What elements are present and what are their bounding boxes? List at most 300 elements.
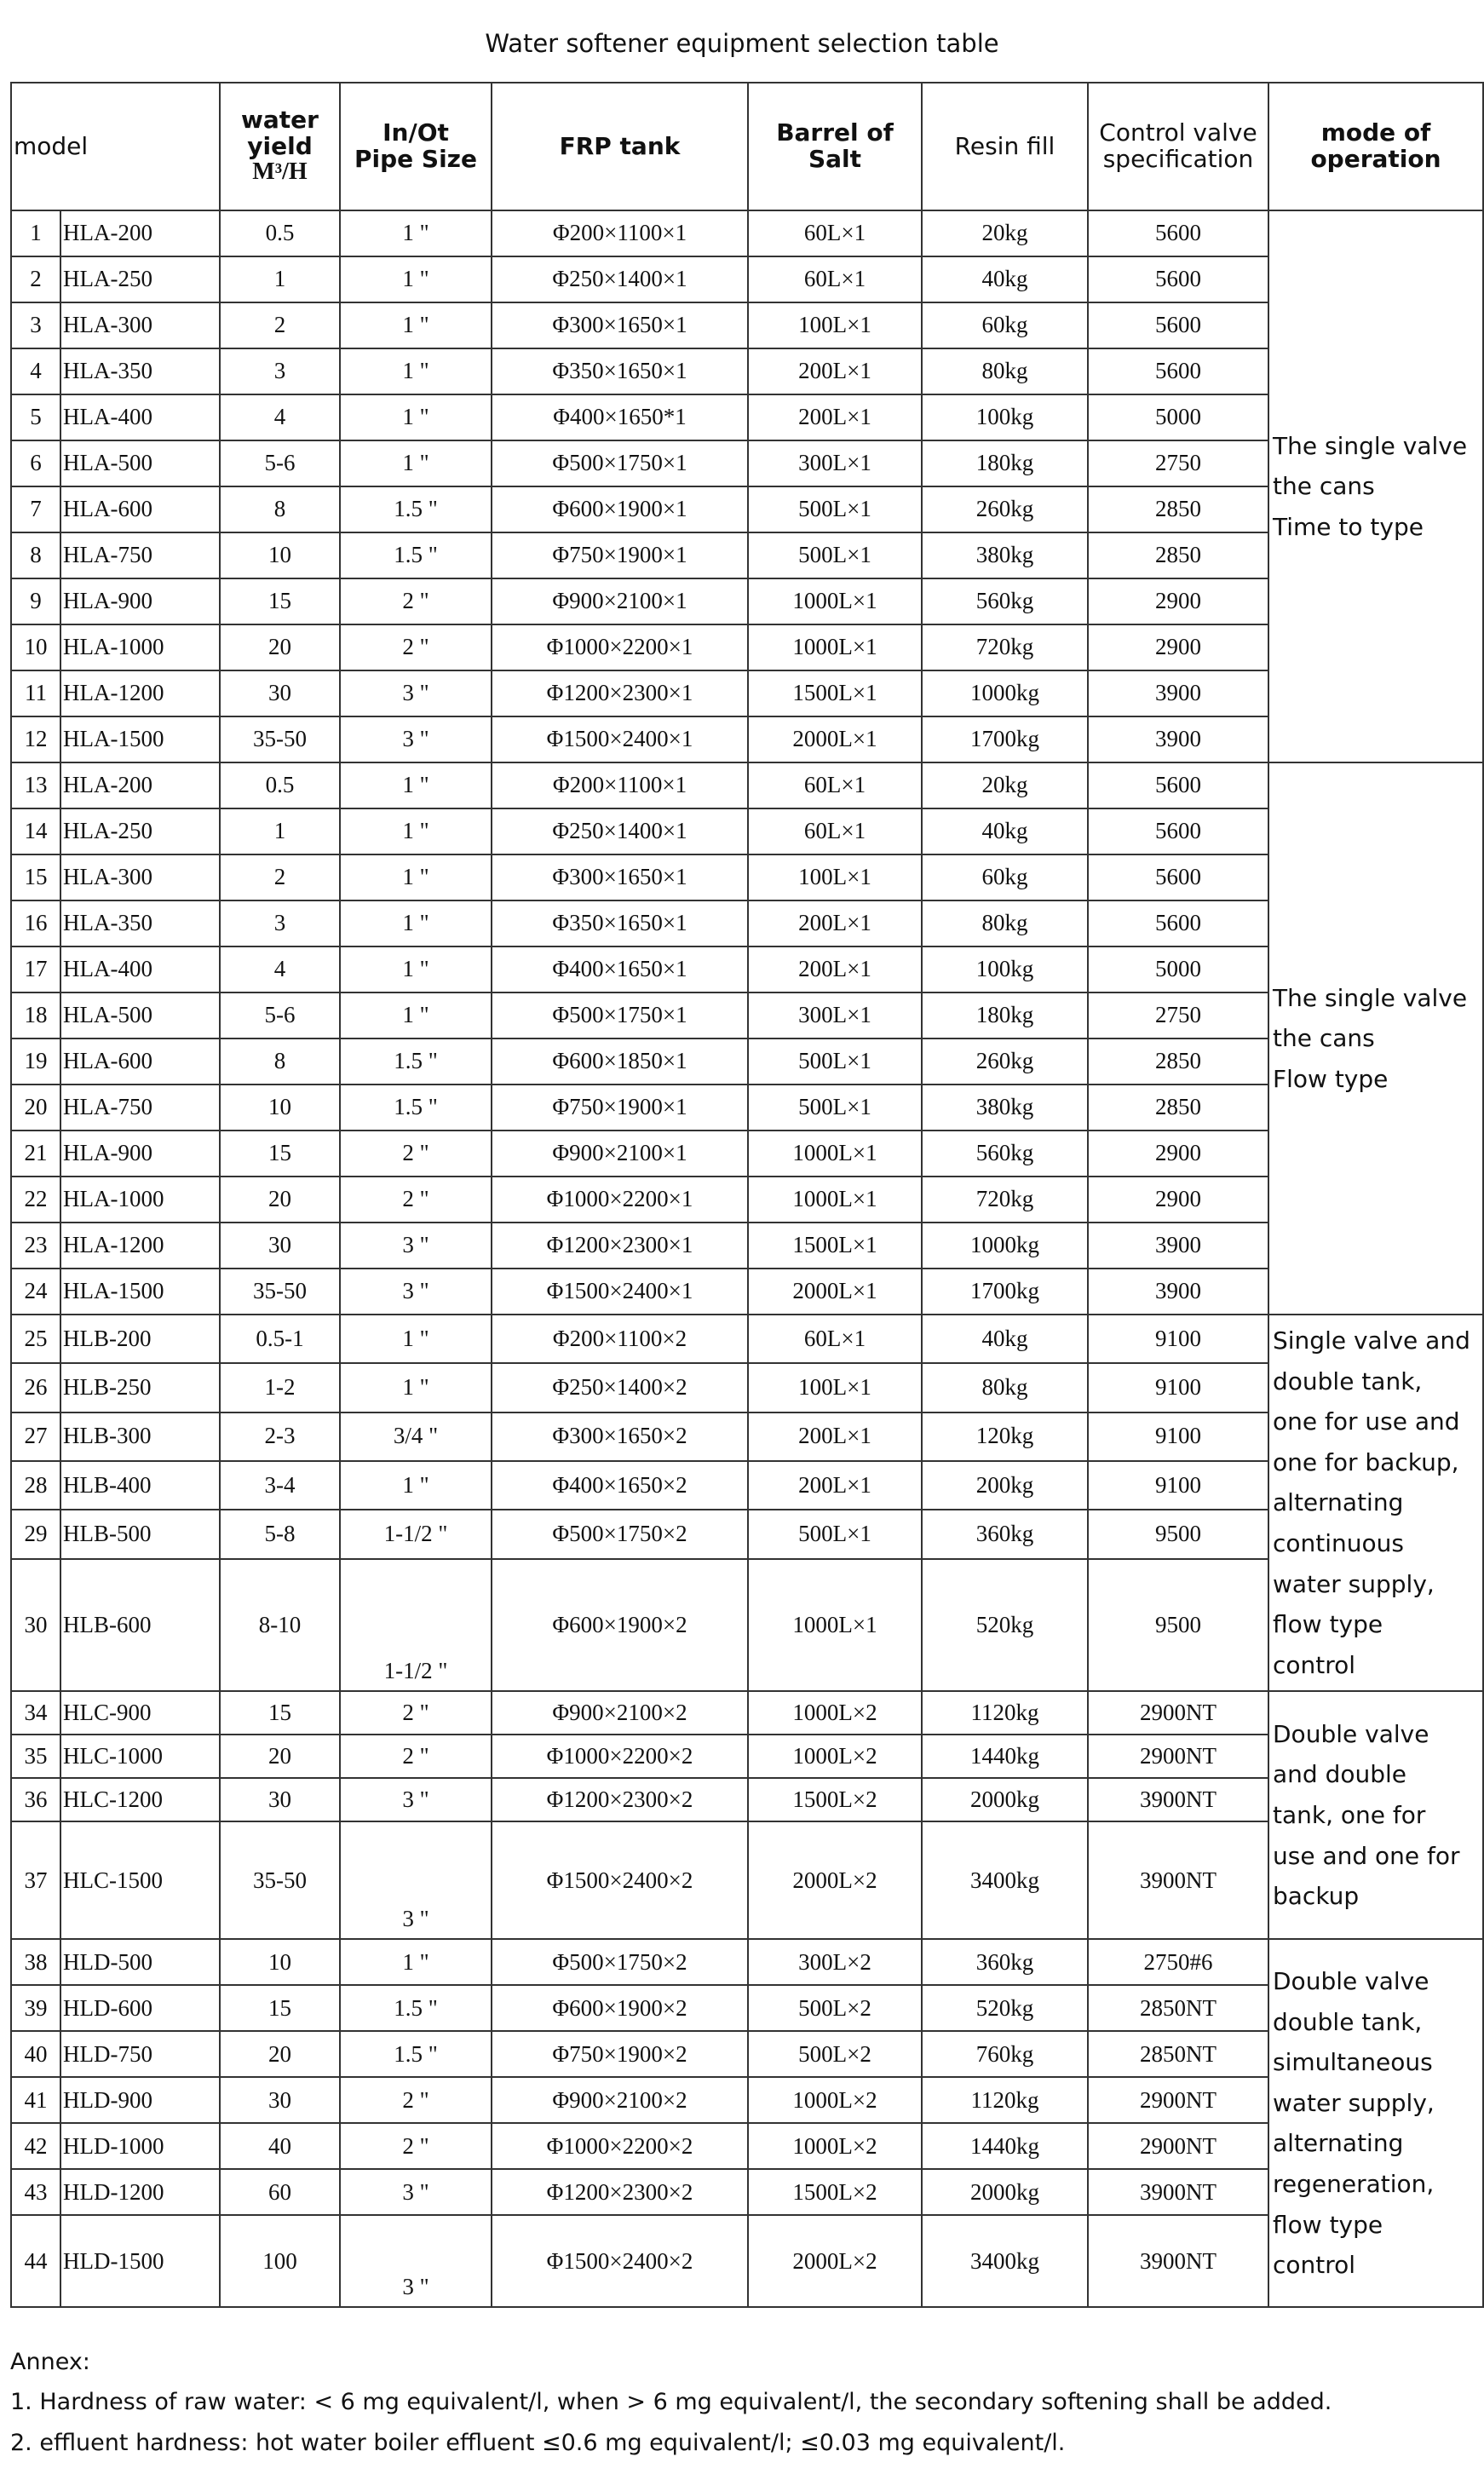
- water-yield-cell: 15: [220, 1985, 340, 2031]
- resin-fill-cell: 1700kg: [922, 1269, 1088, 1315]
- water-yield-cell: 20: [220, 1735, 340, 1778]
- control-valve-cell: 3900NT: [1088, 2215, 1268, 2307]
- pipe-size-cell: 1 ": [340, 808, 492, 854]
- model-cell: HLA-500: [60, 440, 220, 486]
- header-resin-fill: Resin fill: [922, 83, 1088, 210]
- control-valve-cell: 5600: [1088, 762, 1268, 808]
- pipe-size-cell: 1.5 ": [340, 486, 492, 532]
- resin-fill-cell: 3400kg: [922, 2215, 1088, 2307]
- frp-tank-cell: Φ1500×2400×1: [492, 1269, 748, 1315]
- pipe-size-cell: 1 ": [340, 302, 492, 348]
- row-number-cell: 18: [11, 992, 60, 1039]
- water-yield-cell: 1-2: [220, 1363, 340, 1412]
- water-yield-cell: 3: [220, 900, 340, 946]
- control-valve-cell: 5600: [1088, 302, 1268, 348]
- water-yield-cell: 0.5: [220, 210, 340, 256]
- salt-barrel-cell: 500L×2: [748, 1985, 922, 2031]
- pipe-size-cell: 3 ": [340, 1821, 492, 1939]
- salt-barrel-cell: 2000L×1: [748, 1269, 922, 1315]
- frp-tank-cell: Φ200×1100×1: [492, 210, 748, 256]
- model-cell: HLD-1000: [60, 2123, 220, 2169]
- row-number-cell: 36: [11, 1778, 60, 1821]
- table-row: [11, 1039, 1483, 1085]
- water-yield-cell: 30: [220, 1778, 340, 1821]
- table-row: [11, 762, 1483, 808]
- resin-fill-cell: 720kg: [922, 624, 1088, 670]
- table-row: [11, 1363, 1483, 1412]
- control-valve-cell: 5600: [1088, 808, 1268, 854]
- salt-barrel-cell: 200L×1: [748, 394, 922, 440]
- water-yield-cell: 1: [220, 256, 340, 302]
- water-yield-cell: 0.5: [220, 762, 340, 808]
- resin-fill-cell: 40kg: [922, 808, 1088, 854]
- frp-tank-cell: Φ1200×2300×1: [492, 670, 748, 716]
- table-row: [11, 992, 1483, 1039]
- water-yield-cell: 30: [220, 1223, 340, 1269]
- pipe-size-cell: 2 ": [340, 1691, 492, 1735]
- table-row: [11, 2031, 1483, 2077]
- page-title: Water softener equipment selection table: [485, 29, 999, 58]
- salt-barrel-cell: 60L×1: [748, 1315, 922, 1363]
- row-number-cell: 23: [11, 1223, 60, 1269]
- resin-fill-cell: 1440kg: [922, 2123, 1088, 2169]
- salt-barrel-cell: 100L×1: [748, 1363, 922, 1412]
- table-row: [11, 532, 1483, 578]
- annex-note-2: 2. effluent hardness: hot water boiler effluent ≤0.6 mg equivalent/l; ≤0.03 mg equivalent/l.: [10, 2430, 1066, 2456]
- water-yield-cell: 20: [220, 624, 340, 670]
- frp-tank-cell: Φ900×2100×2: [492, 1691, 748, 1735]
- control-valve-cell: 5600: [1088, 854, 1268, 900]
- row-number-cell: 41: [11, 2077, 60, 2123]
- resin-fill-cell: 720kg: [922, 1177, 1088, 1223]
- model-cell: HLA-200: [60, 210, 220, 256]
- control-valve-cell: 9100: [1088, 1461, 1268, 1510]
- pipe-size-cell: 1.5 ": [340, 1985, 492, 2031]
- row-number-cell: 37: [11, 1821, 60, 1939]
- pipe-size-cell: 1 ": [340, 1315, 492, 1363]
- control-valve-cell: 2900: [1088, 624, 1268, 670]
- frp-tank-cell: Φ300×1650×1: [492, 302, 748, 348]
- control-valve-cell: 9100: [1088, 1315, 1268, 1363]
- pipe-size-cell: 3 ": [340, 1223, 492, 1269]
- frp-tank-cell: Φ1000×2200×1: [492, 1177, 748, 1223]
- row-number-cell: 39: [11, 1985, 60, 2031]
- resin-fill-cell: 60kg: [922, 302, 1088, 348]
- resin-fill-cell: 520kg: [922, 1985, 1088, 2031]
- water-yield-cell: 30: [220, 2077, 340, 2123]
- header-mode-of-operation: mode of operation: [1268, 83, 1483, 210]
- table-row: [11, 2215, 1483, 2307]
- water-yield-cell: 1: [220, 808, 340, 854]
- row-number-cell: 2: [11, 256, 60, 302]
- model-cell: HLA-250: [60, 256, 220, 302]
- control-valve-cell: 2900NT: [1088, 2077, 1268, 2123]
- table-row: [11, 808, 1483, 854]
- mode-of-operation-cell: Single valve and double tank, one for use and one for backup, alternating continuous water supply, flow type control: [1268, 1315, 1483, 1691]
- frp-tank-cell: Φ500×1750×1: [492, 440, 748, 486]
- salt-barrel-cell: 1500L×2: [748, 1778, 922, 1821]
- resin-fill-cell: 760kg: [922, 2031, 1088, 2077]
- frp-tank-cell: Φ500×1750×1: [492, 992, 748, 1039]
- salt-barrel-cell: 500L×1: [748, 1039, 922, 1085]
- salt-barrel-cell: 1000L×1: [748, 1177, 922, 1223]
- table-row: [11, 1177, 1483, 1223]
- control-valve-cell: 5600: [1088, 900, 1268, 946]
- table-row: [11, 1131, 1483, 1177]
- control-valve-cell: 2900NT: [1088, 2123, 1268, 2169]
- resin-fill-cell: 520kg: [922, 1559, 1088, 1692]
- water-yield-cell: 15: [220, 1691, 340, 1735]
- model-cell: HLB-400: [60, 1461, 220, 1510]
- salt-barrel-cell: 1000L×1: [748, 578, 922, 624]
- pipe-size-cell: 1 ": [340, 946, 492, 992]
- row-number-cell: 26: [11, 1363, 60, 1412]
- salt-barrel-cell: 100L×1: [748, 854, 922, 900]
- resin-fill-cell: 1440kg: [922, 1735, 1088, 1778]
- control-valve-cell: 5600: [1088, 256, 1268, 302]
- control-valve-cell: 2850NT: [1088, 1985, 1268, 2031]
- salt-barrel-cell: 500L×1: [748, 1510, 922, 1558]
- pipe-size-cell: 3 ": [340, 1269, 492, 1315]
- table-row: [11, 670, 1483, 716]
- model-cell: HLA-900: [60, 1131, 220, 1177]
- water-yield-cell: 3-4: [220, 1461, 340, 1510]
- pipe-size-cell: 1 ": [340, 210, 492, 256]
- selection-table: [10, 82, 1484, 2308]
- frp-tank-cell: Φ1000×2200×1: [492, 624, 748, 670]
- pipe-size-cell: 2 ": [340, 2123, 492, 2169]
- row-number-cell: 40: [11, 2031, 60, 2077]
- row-number-cell: 30: [11, 1559, 60, 1692]
- resin-fill-cell: 560kg: [922, 578, 1088, 624]
- control-valve-cell: 2900: [1088, 578, 1268, 624]
- salt-barrel-cell: 200L×1: [748, 1461, 922, 1510]
- row-number-cell: 8: [11, 532, 60, 578]
- model-cell: HLA-300: [60, 302, 220, 348]
- table-row: [11, 1939, 1483, 1985]
- pipe-size-cell: 2 ": [340, 578, 492, 624]
- row-number-cell: 27: [11, 1412, 60, 1461]
- resin-fill-cell: 40kg: [922, 1315, 1088, 1363]
- model-cell: HLC-900: [60, 1691, 220, 1735]
- frp-tank-cell: Φ1000×2200×2: [492, 2123, 748, 2169]
- salt-barrel-cell: 1500L×1: [748, 1223, 922, 1269]
- frp-tank-cell: Φ1500×2400×1: [492, 716, 748, 762]
- resin-fill-cell: 360kg: [922, 1510, 1088, 1558]
- resin-fill-cell: 80kg: [922, 1363, 1088, 1412]
- row-number-cell: 28: [11, 1461, 60, 1510]
- row-number-cell: 17: [11, 946, 60, 992]
- pipe-size-cell: 1 ": [340, 394, 492, 440]
- pipe-size-cell: 1 ": [340, 1363, 492, 1412]
- pipe-size-cell: 1-1/2 ": [340, 1510, 492, 1558]
- pipe-size-cell: 1 ": [340, 256, 492, 302]
- row-number-cell: 13: [11, 762, 60, 808]
- control-valve-cell: 3900: [1088, 716, 1268, 762]
- resin-fill-cell: 100kg: [922, 946, 1088, 992]
- model-cell: HLC-1000: [60, 1735, 220, 1778]
- frp-tank-cell: Φ900×2100×1: [492, 1131, 748, 1177]
- frp-tank-cell: Φ600×1850×1: [492, 1039, 748, 1085]
- table-row: [11, 716, 1483, 762]
- pipe-size-cell: 1.5 ": [340, 532, 492, 578]
- row-number-cell: 14: [11, 808, 60, 854]
- resin-fill-cell: 3400kg: [922, 1821, 1088, 1939]
- resin-fill-cell: 180kg: [922, 992, 1088, 1039]
- pipe-size-cell: 3 ": [340, 670, 492, 716]
- frp-tank-cell: Φ400×1650*1: [492, 394, 748, 440]
- frp-tank-cell: Φ1500×2400×2: [492, 1821, 748, 1939]
- control-valve-cell: 3900NT: [1088, 1778, 1268, 1821]
- table-row: [11, 1223, 1483, 1269]
- table-row: [11, 302, 1483, 348]
- frp-tank-cell: Φ500×1750×2: [492, 1510, 748, 1558]
- water-yield-cell: 0.5-1: [220, 1315, 340, 1363]
- model-cell: HLB-500: [60, 1510, 220, 1558]
- table-body: [11, 210, 1483, 2307]
- table-row: [11, 1269, 1483, 1315]
- salt-barrel-cell: 300L×2: [748, 1939, 922, 1985]
- row-number-cell: 6: [11, 440, 60, 486]
- water-yield-cell: 35-50: [220, 716, 340, 762]
- control-valve-cell: 5000: [1088, 946, 1268, 992]
- control-valve-cell: 2850: [1088, 1039, 1268, 1085]
- salt-barrel-cell: 500L×1: [748, 486, 922, 532]
- row-number-cell: 38: [11, 1939, 60, 1985]
- salt-barrel-cell: 1000L×1: [748, 1131, 922, 1177]
- salt-barrel-cell: 1000L×2: [748, 1691, 922, 1735]
- model-cell: HLC-1200: [60, 1778, 220, 1821]
- control-valve-cell: 2850: [1088, 532, 1268, 578]
- control-valve-cell: 3900: [1088, 670, 1268, 716]
- model-cell: HLA-200: [60, 762, 220, 808]
- resin-fill-cell: 80kg: [922, 900, 1088, 946]
- resin-fill-cell: 2000kg: [922, 1778, 1088, 1821]
- pipe-size-cell: 2 ": [340, 1131, 492, 1177]
- pipe-size-cell: 1 ": [340, 1461, 492, 1510]
- table-row: [11, 900, 1483, 946]
- resin-fill-cell: 40kg: [922, 256, 1088, 302]
- salt-barrel-cell: 500L×1: [748, 532, 922, 578]
- salt-barrel-cell: 1000L×1: [748, 1559, 922, 1692]
- salt-barrel-cell: 60L×1: [748, 762, 922, 808]
- mode-of-operation-cell: Double valve and double tank, one for use and one for backup: [1268, 1691, 1483, 1939]
- frp-tank-cell: Φ300×1650×1: [492, 854, 748, 900]
- frp-tank-cell: Φ200×1100×2: [492, 1315, 748, 1363]
- control-valve-cell: 5600: [1088, 348, 1268, 394]
- model-cell: HLD-1500: [60, 2215, 220, 2307]
- water-yield-cell: 35-50: [220, 1821, 340, 1939]
- frp-tank-cell: Φ350×1650×1: [492, 348, 748, 394]
- table-row: [11, 1461, 1483, 1510]
- pipe-size-cell: 1.5 ": [340, 1039, 492, 1085]
- model-cell: HLA-750: [60, 532, 220, 578]
- frp-tank-cell: Φ600×1900×2: [492, 1985, 748, 2031]
- salt-barrel-cell: 200L×1: [748, 1412, 922, 1461]
- pipe-size-cell: 2 ": [340, 1735, 492, 1778]
- frp-tank-cell: Φ600×1900×2: [492, 1559, 748, 1692]
- water-yield-cell: 2: [220, 854, 340, 900]
- pipe-size-cell: 2 ": [340, 1177, 492, 1223]
- annex-title: Annex:: [10, 2349, 90, 2375]
- water-yield-cell: 15: [220, 578, 340, 624]
- salt-barrel-cell: 2000L×1: [748, 716, 922, 762]
- salt-barrel-cell: 300L×1: [748, 992, 922, 1039]
- water-yield-cell: 5-6: [220, 992, 340, 1039]
- model-cell: HLB-600: [60, 1559, 220, 1692]
- table-row: [11, 1510, 1483, 1558]
- model-cell: HLB-200: [60, 1315, 220, 1363]
- water-yield-cell: 100: [220, 2215, 340, 2307]
- row-number-cell: 42: [11, 2123, 60, 2169]
- water-yield-cell: 10: [220, 1939, 340, 1985]
- frp-tank-cell: Φ900×2100×1: [492, 578, 748, 624]
- table-row: [11, 1085, 1483, 1131]
- row-number-cell: 29: [11, 1510, 60, 1558]
- water-yield-cell: 5-8: [220, 1510, 340, 1558]
- salt-barrel-cell: 200L×1: [748, 348, 922, 394]
- water-yield-cell: 4: [220, 946, 340, 992]
- table-row: [11, 394, 1483, 440]
- table-row: [11, 2077, 1483, 2123]
- resin-fill-cell: 60kg: [922, 854, 1088, 900]
- table-row: [11, 1985, 1483, 2031]
- control-valve-cell: 2900: [1088, 1131, 1268, 1177]
- frp-tank-cell: Φ500×1750×2: [492, 1939, 748, 1985]
- model-cell: HLA-1200: [60, 670, 220, 716]
- table-row: [11, 1412, 1483, 1461]
- resin-fill-cell: 1000kg: [922, 670, 1088, 716]
- frp-tank-cell: Φ1500×2400×2: [492, 2215, 748, 2307]
- salt-barrel-cell: 300L×1: [748, 440, 922, 486]
- control-valve-cell: 3900NT: [1088, 2169, 1268, 2215]
- control-valve-cell: 2750: [1088, 440, 1268, 486]
- frp-tank-cell: Φ300×1650×2: [492, 1412, 748, 1461]
- row-number-cell: 5: [11, 394, 60, 440]
- frp-tank-cell: Φ250×1400×1: [492, 256, 748, 302]
- water-yield-cell: 3: [220, 348, 340, 394]
- table-row: [11, 854, 1483, 900]
- model-cell: HLA-500: [60, 992, 220, 1039]
- model-cell: HLD-1200: [60, 2169, 220, 2215]
- pipe-size-cell: 3 ": [340, 2169, 492, 2215]
- row-number-cell: 9: [11, 578, 60, 624]
- table-row: [11, 578, 1483, 624]
- pipe-size-cell: 2 ": [340, 2077, 492, 2123]
- row-number-cell: 24: [11, 1269, 60, 1315]
- salt-barrel-cell: 2000L×2: [748, 2215, 922, 2307]
- resin-fill-cell: 260kg: [922, 1039, 1088, 1085]
- pipe-size-cell: 1.5 ": [340, 1085, 492, 1131]
- control-valve-cell: 2900NT: [1088, 1735, 1268, 1778]
- model-cell: HLA-1000: [60, 1177, 220, 1223]
- resin-fill-cell: 180kg: [922, 440, 1088, 486]
- water-yield-cell: 2: [220, 302, 340, 348]
- pipe-size-cell: 1-1/2 ": [340, 1559, 492, 1692]
- annex-note-1: 1. Hardness of raw water: < 6 mg equivalent/l, when > 6 mg equivalent/l, the secondary softening shall be added.: [10, 2389, 1332, 2415]
- row-number-cell: 10: [11, 624, 60, 670]
- row-number-cell: 11: [11, 670, 60, 716]
- pipe-size-cell: 3 ": [340, 2215, 492, 2307]
- table-row: [11, 624, 1483, 670]
- header-frp-tank: FRP tank: [492, 83, 748, 210]
- resin-fill-cell: 360kg: [922, 1939, 1088, 1985]
- row-number-cell: 34: [11, 1691, 60, 1735]
- model-cell: HLA-250: [60, 808, 220, 854]
- model-cell: HLB-250: [60, 1363, 220, 1412]
- frp-tank-cell: Φ400×1650×1: [492, 946, 748, 992]
- salt-barrel-cell: 60L×1: [748, 256, 922, 302]
- salt-barrel-cell: 60L×1: [748, 210, 922, 256]
- resin-fill-cell: 1120kg: [922, 2077, 1088, 2123]
- control-valve-cell: 9100: [1088, 1412, 1268, 1461]
- resin-fill-cell: 80kg: [922, 348, 1088, 394]
- model-cell: HLA-1500: [60, 716, 220, 762]
- water-yield-cell: 10: [220, 532, 340, 578]
- salt-barrel-cell: 1500L×1: [748, 670, 922, 716]
- row-number-cell: 1: [11, 210, 60, 256]
- model-cell: HLA-600: [60, 1039, 220, 1085]
- model-cell: HLA-400: [60, 946, 220, 992]
- control-valve-cell: 2750: [1088, 992, 1268, 1039]
- frp-tank-cell: Φ200×1100×1: [492, 762, 748, 808]
- model-cell: HLA-350: [60, 348, 220, 394]
- header-pipe-size: In/Ot Pipe Size: [340, 83, 492, 210]
- table-row: [11, 1315, 1483, 1363]
- salt-barrel-cell: 500L×1: [748, 1085, 922, 1131]
- control-valve-cell: 3900: [1088, 1223, 1268, 1269]
- frp-tank-cell: Φ750×1900×1: [492, 532, 748, 578]
- control-valve-cell: 2850: [1088, 486, 1268, 532]
- frp-tank-cell: Φ1000×2200×2: [492, 1735, 748, 1778]
- resin-fill-cell: 100kg: [922, 394, 1088, 440]
- salt-barrel-cell: 200L×1: [748, 900, 922, 946]
- pipe-size-cell: 2 ": [340, 624, 492, 670]
- pipe-size-cell: 3 ": [340, 1778, 492, 1821]
- water-yield-cell: 2-3: [220, 1412, 340, 1461]
- table-row: [11, 348, 1483, 394]
- row-number-cell: 15: [11, 854, 60, 900]
- resin-fill-cell: 2000kg: [922, 2169, 1088, 2215]
- pipe-size-cell: 1 ": [340, 348, 492, 394]
- mode-of-operation-cell: Double valve double tank, simultaneous water supply, alternating regeneration, flow type control: [1268, 1939, 1483, 2307]
- frp-tank-cell: Φ750×1900×1: [492, 1085, 748, 1131]
- model-cell: HLD-500: [60, 1939, 220, 1985]
- table-row: [11, 1691, 1483, 1735]
- header-control-valve: Control valve specification: [1088, 83, 1268, 210]
- pipe-size-cell: 1 ": [340, 762, 492, 808]
- water-yield-cell: 15: [220, 1131, 340, 1177]
- frp-tank-cell: Φ1200×2300×1: [492, 1223, 748, 1269]
- table-row: [11, 1778, 1483, 1821]
- salt-barrel-cell: 60L×1: [748, 808, 922, 854]
- frp-tank-cell: Φ250×1400×2: [492, 1363, 748, 1412]
- salt-barrel-cell: 200L×1: [748, 946, 922, 992]
- salt-barrel-cell: 1000L×2: [748, 2123, 922, 2169]
- row-number-cell: 44: [11, 2215, 60, 2307]
- resin-fill-cell: 380kg: [922, 1085, 1088, 1131]
- resin-fill-cell: 1000kg: [922, 1223, 1088, 1269]
- frp-tank-cell: Φ750×1900×2: [492, 2031, 748, 2077]
- resin-fill-cell: 120kg: [922, 1412, 1088, 1461]
- model-cell: HLA-300: [60, 854, 220, 900]
- table-row: [11, 1821, 1483, 1939]
- resin-fill-cell: 1120kg: [922, 1691, 1088, 1735]
- header-row: [11, 83, 1483, 210]
- salt-barrel-cell: 1000L×2: [748, 1735, 922, 1778]
- pipe-size-cell: 3/4 ": [340, 1412, 492, 1461]
- model-cell: HLA-400: [60, 394, 220, 440]
